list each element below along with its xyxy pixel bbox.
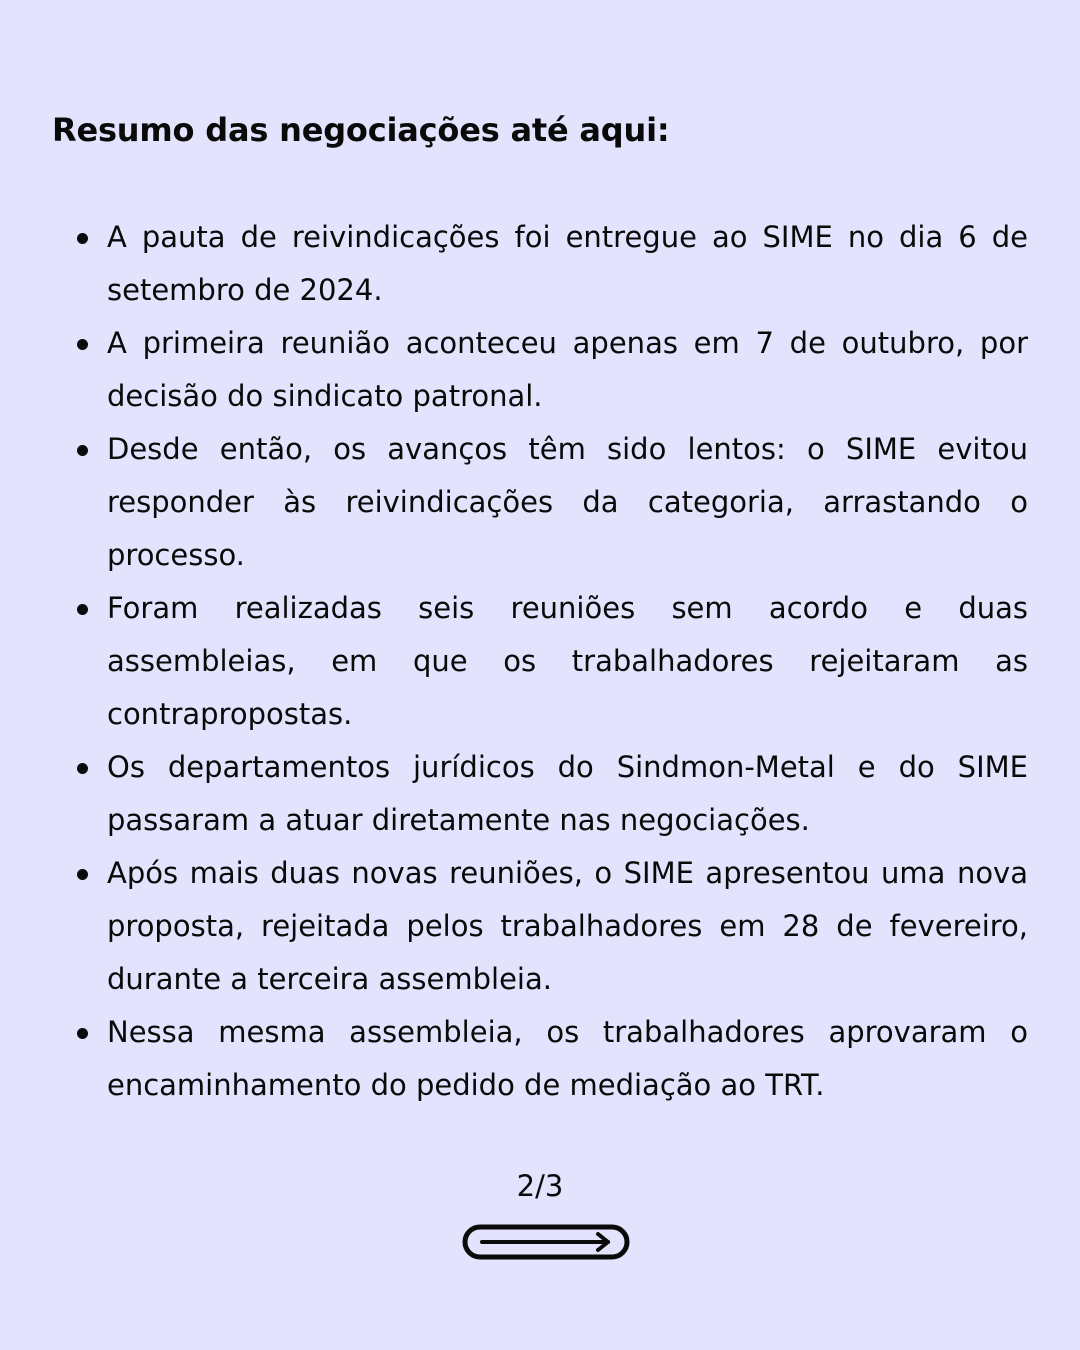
summary-list	[52, 211, 1028, 1112]
list-item: Os departamentos jurídicos do Sindmon-Metal e do SIME passaram a atuar diretamente nas negociações.	[52, 741, 1028, 847]
page-indicator: 2/3	[516, 1169, 564, 1203]
list-item: A primeira reunião aconteceu apenas em 7 de outubro, por decisão do sindicato patronal.	[52, 317, 1028, 423]
list-item: Nessa mesma assembleia, os trabalhadores aprovaram o encaminhamento do pedido de mediação ao TRT.	[52, 1006, 1028, 1112]
list-item: A pauta de reivindicações foi entregue ao SIME no dia 6 de setembro de 2024.	[52, 211, 1028, 317]
next-page-button[interactable]	[462, 1224, 630, 1260]
arrow-right-icon	[462, 1224, 630, 1260]
list-item: Foram realizadas seis reuniões sem acordo e duas assembleias, em que os trabalhadores rejeitaram as contrapropostas.	[52, 582, 1028, 741]
page-title: Resumo das negociações até aqui:	[52, 111, 670, 149]
list-item: Desde então, os avanços têm sido lentos: o SIME evitou responder às reivindicações da categoria, arrastando o processo.	[52, 423, 1028, 582]
list-item: Após mais duas novas reuniões, o SIME apresentou uma nova proposta, rejeitada pelos trabalhadores em 28 de fevereiro, durante a terceira assembleia.	[52, 847, 1028, 1006]
